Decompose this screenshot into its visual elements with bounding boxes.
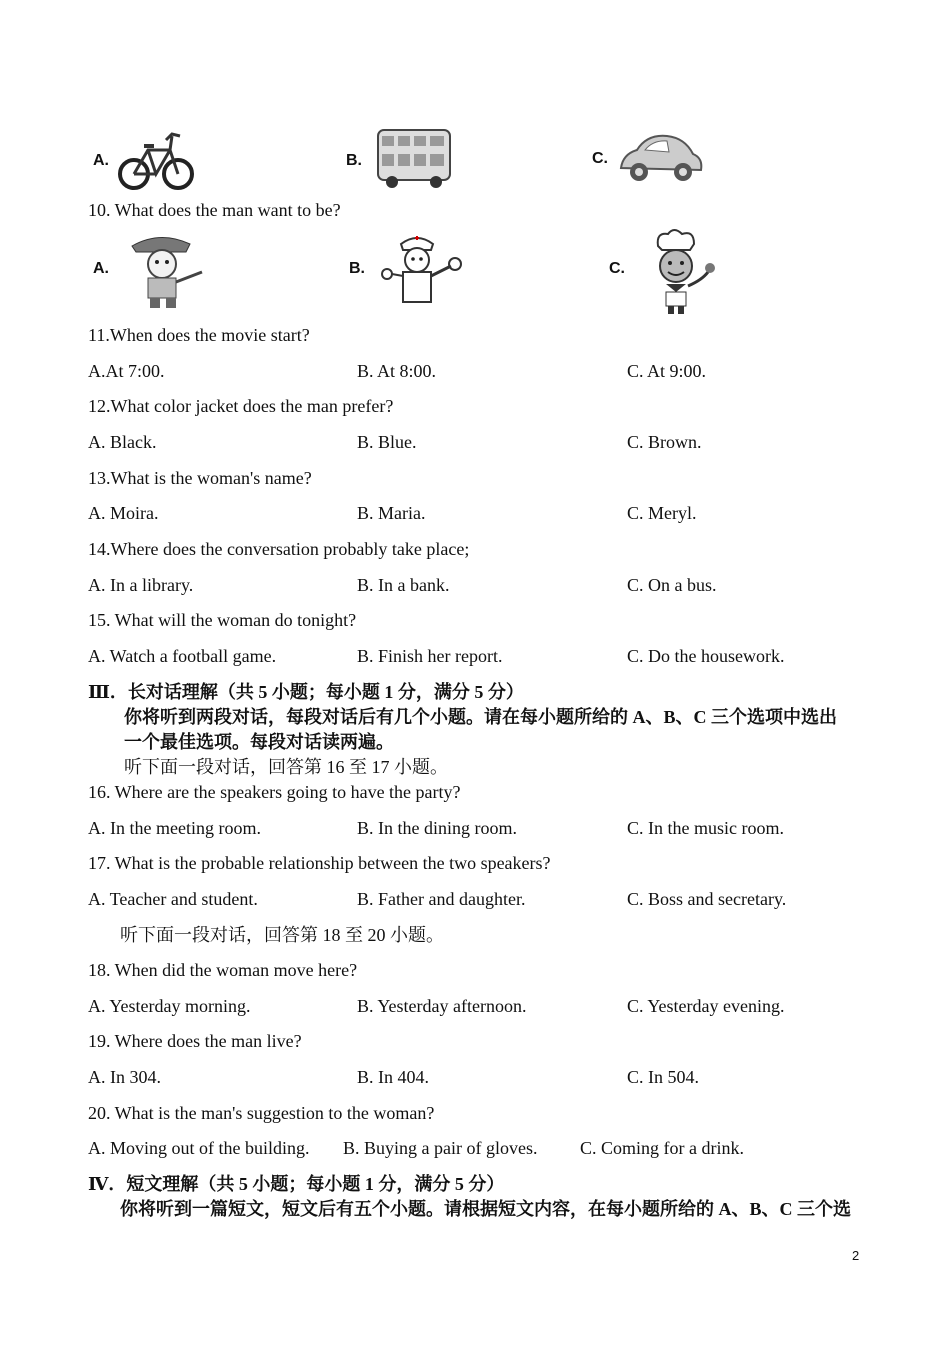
question-16-option-c: C. In the music room. xyxy=(627,818,784,838)
page-number: 2 xyxy=(852,1248,860,1263)
question-13-option-c: C. Meryl. xyxy=(627,503,697,523)
question-11-option-a: A.At 7:00. xyxy=(88,361,165,381)
section-3-title: Ⅲ．长对话理解（共 5 小题；每小题 1 分，满分 5 分） xyxy=(88,682,524,702)
question-20-option-c: C. Coming for a drink. xyxy=(580,1138,744,1158)
question-17-option-b: B. Father and daughter. xyxy=(357,889,526,909)
question-13-option-b: B. Maria. xyxy=(357,503,426,523)
question-15-option-a: A. Watch a football game. xyxy=(88,646,277,666)
q10-option-c-label: C. xyxy=(609,260,625,277)
question-18: 18. When did the woman move here? xyxy=(88,960,358,980)
question-20-option-a: A. Moving out of the building. xyxy=(88,1138,310,1158)
question-11-option-b: B. At 8:00. xyxy=(357,361,437,381)
question-17-option-c: C. Boss and secretary. xyxy=(627,889,787,909)
question-18-option-a: A. Yesterday morning. xyxy=(88,996,251,1016)
question-19: 19. Where does the man live? xyxy=(88,1031,302,1051)
q9-option-a-label: A. xyxy=(93,152,109,169)
question-14: 14.Where does the conversation probably take place; xyxy=(88,539,470,559)
question-16: 16. Where are the speakers going to have the party? xyxy=(88,782,461,802)
question-18-option-b: B. Yesterday afternoon. xyxy=(357,996,527,1016)
question-15-option-c: C. Do the housework. xyxy=(627,646,785,666)
question-12-option-b: B. Blue. xyxy=(357,432,417,452)
question-16-option-a: A. In the meeting room. xyxy=(88,818,261,838)
question-10: 10. What does the man want to be? xyxy=(88,200,341,220)
question-18-option-c: C. Yesterday evening. xyxy=(627,996,785,1016)
question-15: 15. What will the woman do tonight? xyxy=(88,610,357,630)
chef-icon xyxy=(636,228,720,316)
q9-option-c-label: C. xyxy=(592,150,608,167)
question-17-option-a: A. Teacher and student. xyxy=(88,889,258,909)
bus-icon xyxy=(374,126,454,190)
question-11-option-c: C. At 9:00. xyxy=(627,361,707,381)
section-3-instruction-line-1: 你将听到两段对话，每段对话后有几个小题。请在每小题所给的 A、B、C 三个选项中选出 xyxy=(124,707,837,727)
question-16-option-b: B. In the dining room. xyxy=(357,818,517,838)
question-20: 20. What is the man's suggestion to the woman? xyxy=(88,1103,435,1123)
question-15-option-b: B. Finish her report. xyxy=(357,646,503,666)
question-14-option-b: B. In a bank. xyxy=(357,575,450,595)
q9-option-b-label: B. xyxy=(346,152,362,169)
question-13-option-a: A. Moira. xyxy=(88,503,159,523)
question-12-option-a: A. Black. xyxy=(88,432,157,452)
bicycle-icon xyxy=(118,126,196,192)
question-19-option-c: C. In 504. xyxy=(627,1067,699,1087)
section-3-sub-instruction-1: 听下面一段对话，回答第 16 至 17 小题。 xyxy=(124,757,448,777)
question-20-option-b: B. Buying a pair of gloves. xyxy=(343,1138,538,1158)
section-4-title: Ⅳ．短文理解（共 5 小题；每小题 1 分，满分 5 分） xyxy=(88,1174,505,1194)
section-3-instruction-line-2: 一个最佳选项。每段对话读两遍。 xyxy=(124,732,394,752)
q10-option-b-label: B. xyxy=(349,260,365,277)
question-19-option-b: B. In 404. xyxy=(357,1067,429,1087)
question-17: 17. What is the probable relationship between the two speakers? xyxy=(88,853,551,873)
q10-option-a-label: A. xyxy=(93,260,109,277)
question-19-option-a: A. In 304. xyxy=(88,1067,161,1087)
section-3-sub-instruction-2: 听下面一段对话，回答第 18 至 20 小题。 xyxy=(120,925,444,945)
car-icon xyxy=(615,128,705,186)
question-11: 11.When does the movie start? xyxy=(88,325,310,345)
policeman-icon xyxy=(120,230,210,310)
doctor-icon xyxy=(375,230,465,310)
question-12: 12.What color jacket does the man prefer? xyxy=(88,396,394,416)
question-14-option-a: A. In a library. xyxy=(88,575,194,595)
question-13: 13.What is the woman's name? xyxy=(88,468,312,488)
question-14-option-c: C. On a bus. xyxy=(627,575,717,595)
section-4-instruction-line-1: 你将听到一篇短文，短文后有五个小题。请根据短文内容，在每小题所给的 A、B、C 三个选 xyxy=(120,1199,851,1219)
question-12-option-c: C. Brown. xyxy=(627,432,702,452)
